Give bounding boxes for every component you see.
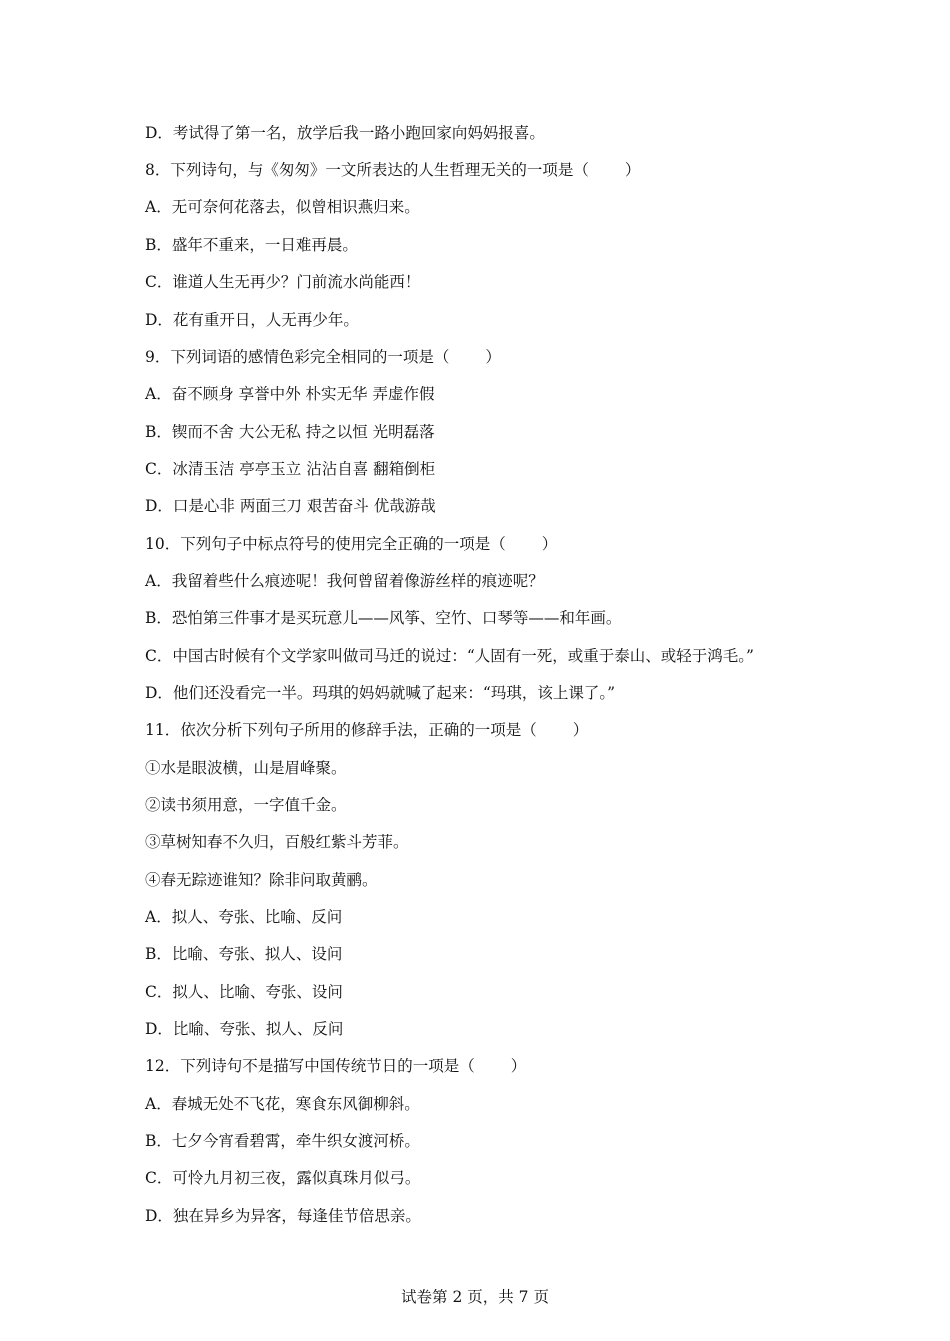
option-9b: B．锲而不舍 大公无私 持之以恒 光明磊落	[145, 423, 435, 441]
question-10	[145, 533, 865, 555]
option-12a: A．春城无处不飞花，寒食东风御柳斜。	[145, 1095, 420, 1113]
option-11b: B．比喻、夸张、拟人、设问	[145, 945, 343, 963]
option-8d: D．花有重开日，人无再少年。	[145, 311, 359, 329]
option-8c: C．谁道人生无再少？门前流水尚能西！	[145, 273, 421, 291]
option-10b: B．恐怕第三件事才是买玩意儿——风筝、空竹、口琴等——和年画。	[145, 609, 622, 627]
sentence-11-2: ②读书须用意，一字值千金。	[145, 796, 347, 814]
option-9d: D．口是心非 两面三刀 艰苦奋斗 优哉游哉	[145, 497, 436, 515]
question-8	[145, 159, 865, 181]
close-paren: ）	[510, 1057, 527, 1075]
question-12-text: 12．下列诗句不是描写中国传统节日的一项是（	[145, 1057, 475, 1075]
sentence-11-1: ①水是眼波横，山是眉峰聚。	[145, 759, 347, 777]
question-9	[145, 346, 865, 368]
option-7d: D．考试得了第一名，放学后我一路小跑回家向妈妈报喜。	[145, 124, 545, 142]
sentence-11-3: ③草树知春不久归，百般红紫斗芳菲。	[145, 833, 409, 851]
option-12b: B．七夕今宵看碧霄，牵牛织女渡河桥。	[145, 1132, 420, 1150]
option-9c: C．冰清玉洁 亭亭玉立 沾沾自喜 翻箱倒柜	[145, 460, 436, 478]
close-paren: ）	[541, 535, 558, 553]
close-paren: ）	[624, 161, 641, 179]
close-paren: ）	[485, 348, 501, 366]
option-12c: C．可怜九月初三夜，露似真珠月似弓。	[145, 1169, 421, 1187]
close-paren: ）	[572, 721, 589, 739]
question-11-text: 11．依次分析下列句子所用的修辞手法，正确的一项是（	[145, 721, 537, 739]
option-11d: D．比喻、夸张、拟人、反问	[145, 1020, 344, 1038]
option-9a: A．奋不顾身 享誉中外 朴实无华 弄虚作假	[145, 385, 435, 403]
option-11a: A．拟人、夸张、比喻、反问	[145, 908, 343, 926]
option-8b: B．盛年不重来，一日难再晨。	[145, 236, 358, 254]
question-10-text: 10．下列句子中标点符号的使用完全正确的一项是（	[145, 535, 506, 553]
question-8-text: 8．下列诗句，与《匆匆》一文所表达的人生哲理无关的一项是（	[145, 161, 589, 179]
sentence-11-4: ④春无踪迹谁知？除非问取黄鹂。	[145, 871, 378, 889]
option-10a: A．我留着些什么痕迹呢！我何曾留着像游丝样的痕迹呢？	[145, 572, 544, 590]
option-10c: C．中国古时候有个文学家叫做司马迁的说过：“人固有一死，或重于泰山、或轻于鸿毛。”	[145, 647, 754, 665]
option-10d: D．他们还没看完一半。玛琪的妈妈就喊了起来：“玛琪，该上课了。”	[145, 684, 616, 702]
option-8a: A．无可奈何花落去，似曾相识燕归来。	[145, 198, 420, 216]
option-12d: D．独在异乡为异客，每逢佳节倍思亲。	[145, 1207, 421, 1225]
question-12	[145, 1055, 865, 1077]
page-footer: 试卷第 2 页，共 7 页	[401, 1288, 549, 1306]
question-11	[145, 719, 865, 741]
option-11c: C．拟人、比喻、夸张、设问	[145, 983, 343, 1001]
question-9-text: 9．下列词语的感情色彩完全相同的一项是（	[145, 348, 450, 366]
